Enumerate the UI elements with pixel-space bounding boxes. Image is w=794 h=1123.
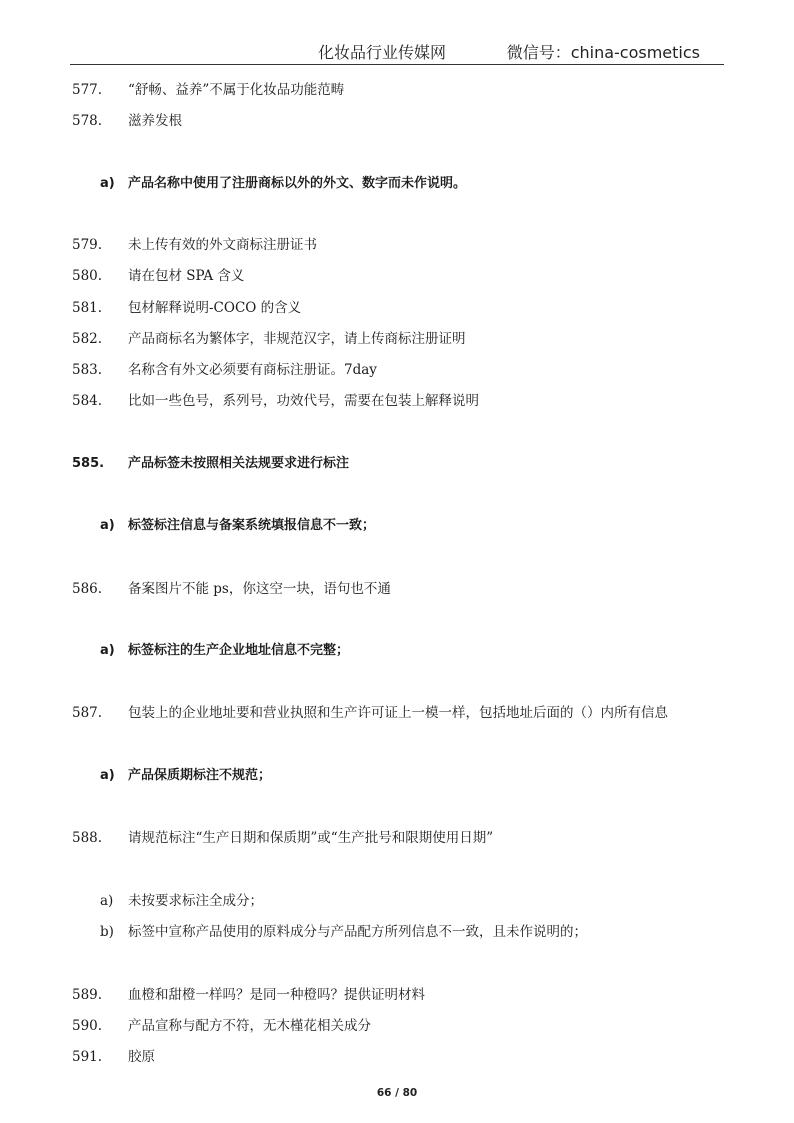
sub-item-text: 未按要求标注全成分； (128, 893, 263, 909)
item-number: 582. (72, 331, 103, 347)
heading-text: 产品标签未按照相关法规要求进行标注 (128, 456, 350, 471)
item-number: 581. (72, 300, 103, 316)
item-text: 产品商标名为繁体字，非规范汉字，请上传商标注册证明 (128, 331, 466, 347)
item-text: 胶原 (128, 1049, 155, 1065)
item-text: 血橙和甜橙一样吗？是同一种橙吗？提供证明材料 (128, 987, 425, 1003)
site-name: 化妆品行业传媒网 (318, 43, 447, 62)
item-number: 578. (72, 113, 103, 129)
item-number: 579. (72, 237, 103, 253)
sub-item-label: a) (100, 893, 114, 909)
item-number: 584. (72, 393, 103, 409)
item-text: 未上传有效的外文商标注册证书 (128, 237, 317, 253)
heading-text: 产品名称中使用了注册商标以外的外文、数字而未作说明。 (128, 176, 467, 191)
item-number: 590. (72, 1018, 103, 1034)
item-text: 请规范标注“生产日期和保质期”或“生产批号和限期使用日期” (128, 830, 494, 846)
heading-label: a) (100, 176, 115, 191)
item-number: 583. (72, 362, 103, 378)
item-number: 577. (72, 82, 103, 98)
item-text: 包装上的企业地址要和营业执照和生产许可证上一模一样，包括地址后面的（）内所有信息 (128, 705, 668, 721)
heading-label: a) (100, 643, 115, 658)
item-text: 请在包材 SPA 含义 (128, 268, 245, 284)
item-number: 580. (72, 268, 103, 284)
item-number: 588. (72, 830, 103, 846)
heading-label: a) (100, 518, 115, 533)
heading-label: a) (100, 768, 115, 783)
item-text: 比如一些色号，系列号，功效代号，需要在包装上解释说明 (128, 393, 479, 409)
item-text: 名称含有外文必须要有商标注册证。7day (128, 362, 377, 378)
heading-text: 标签标注的生产企业地址信息不完整； (128, 643, 350, 658)
item-number: 591. (72, 1049, 103, 1065)
sub-item-label: b) (100, 924, 114, 940)
sub-item-text: 标签中宣称产品使用的原料成分与产品配方所列信息不一致，且未作说明的； (128, 924, 587, 940)
item-text: “舒畅、益养”不属于化妆品功能范畴 (128, 82, 345, 98)
item-text: 包材解释说明-COCO 的含义 (128, 300, 302, 316)
item-text: 产品宣称与配方不符，无木槿花相关成分 (128, 1018, 371, 1034)
heading-text: 产品保质期标注不规范； (128, 768, 272, 783)
wechat-id: 微信号：china-cosmetics (506, 43, 700, 62)
heading-text: 标签标注信息与备案系统填报信息不一致； (128, 518, 376, 533)
page-number: 66 / 80 (376, 1087, 418, 1099)
item-number: 587. (72, 705, 103, 721)
heading-number: 585. (72, 456, 105, 471)
item-text: 滋养发根 (128, 113, 182, 129)
item-number: 589. (72, 987, 103, 1003)
item-number: 586. (72, 581, 103, 597)
item-text: 备案图片不能 ps，你这空一块，语句也不通 (128, 581, 391, 597)
page-header (70, 38, 724, 65)
